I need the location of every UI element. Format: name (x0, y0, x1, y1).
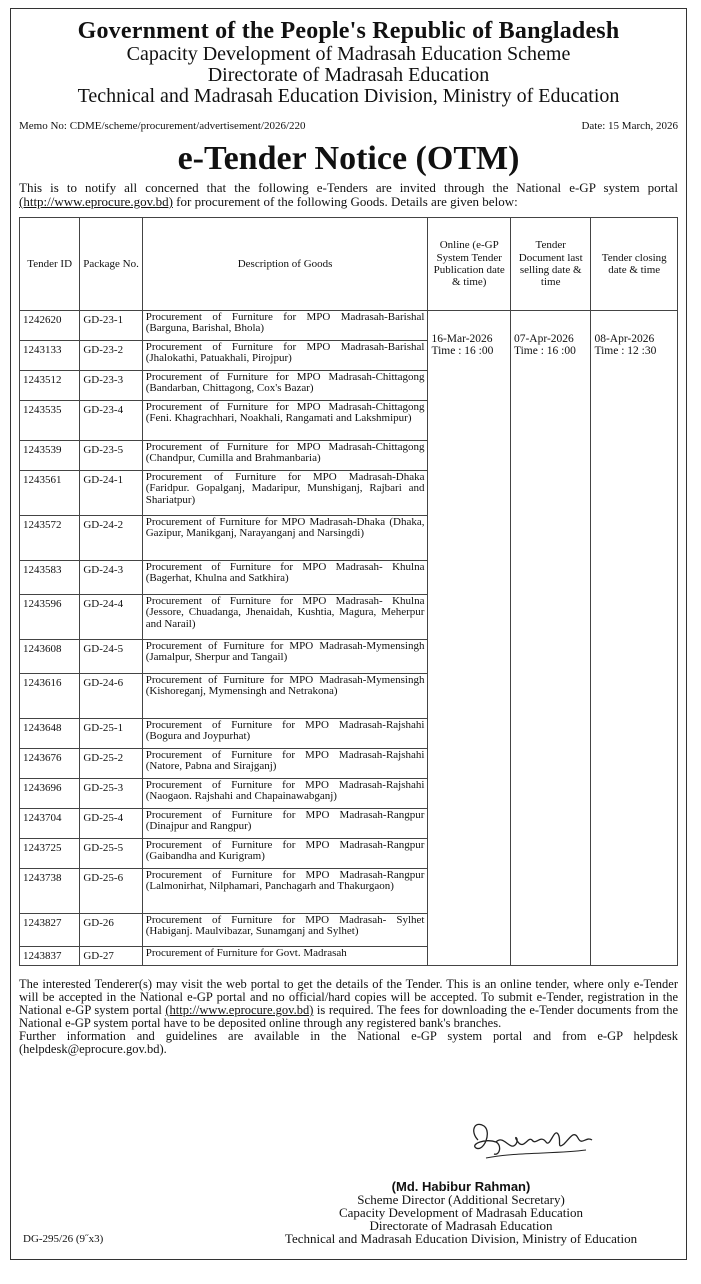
signatory-block (251, 1180, 671, 1245)
tender-id-cell: 1243561 (20, 470, 80, 515)
footer-text-2: is required. The fees for downloading the e-Tender documents from the National e-GP system portal have to be deposited online through any registered bank's branches. (19, 1002, 678, 1031)
package-cell: GD-24-4 (80, 594, 142, 639)
package-cell: GD-25-2 (80, 748, 142, 778)
package-cell: GD-23-4 (80, 400, 142, 440)
tender-id-cell: 1242620 (20, 310, 80, 340)
signatory-org-1: Capacity Development of Madrasah Education (338, 1205, 584, 1220)
intro-text-before: This is to notify all concerned that the following e-Tenders are invited through the National e-GP system portal (19, 180, 678, 196)
col-header-description: Description of Goods (142, 217, 428, 310)
package-cell: GD-25-4 (80, 808, 142, 838)
package-cell: GD-23-5 (80, 440, 142, 470)
package-cell: GD-27 (80, 946, 142, 965)
description-cell: Procurement of Furniture for MPO Madrasah-Mymensingh (Jamalpur, Sherpur and Tangail) (142, 639, 428, 673)
description-cell: Procurement of Furniture for MPO Madrasah-Dhaka (Dhaka, Gazipur, Manikganj, Narayanganj and Narsingdi) (142, 515, 428, 560)
header-line-3: Directorate of Madrasah Education (207, 64, 490, 86)
header-line-4: Technical and Madrasah Education Division, Ministry of Education (77, 85, 620, 107)
tender-id-cell: 1243539 (20, 440, 80, 470)
description-cell: Procurement of Furniture for MPO Madrasah-Barishal (Jhalokathi, Patuakhali, Pirojpur) (142, 340, 428, 370)
notice-page (10, 8, 687, 1260)
package-cell: GD-23-3 (80, 370, 142, 400)
description-cell: Procurement of Furniture for MPO Madrasah- Sylhet (Habiganj. Maulvibazar, Sunamganj and Sylhet) (142, 913, 428, 946)
tender-id-cell: 1243583 (20, 560, 80, 594)
description-cell: Procurement of Furniture for MPO Madrasah-Rajshahi (Naogaon. Rajshahi and Chapainawabganj) (142, 778, 428, 808)
package-cell: GD-25-1 (80, 718, 142, 748)
closing-date: 08-Apr-2026 (594, 332, 655, 345)
description-cell: Procurement of Furniture for MPO Madrasah-Rajshahi (Natore, Pabna and Sirajganj) (142, 748, 428, 778)
package-cell: GD-24-2 (80, 515, 142, 560)
tender-id-cell: 1243827 (20, 913, 80, 946)
header-line-2: Capacity Development of Madrasah Education Scheme (126, 43, 571, 65)
package-cell: GD-25-3 (80, 778, 142, 808)
signatory-name: (Md. Habibur Rahman) (391, 1179, 531, 1194)
publication-time: Time : 16 :00 (431, 345, 494, 358)
description-cell: Procurement of Furniture for MPO Madrasah-Rangpur (Dinajpur and Rangpur) (142, 808, 428, 838)
footer-text-1: The interested Tenderer(s) may visit the web portal to get the details of the Tender. This is an online tender, where only e-Tender will be accepted in the National e-GP portal and no official/hard copies will be accepted. To submit e-Tender, registration in the National e-GP system portal (19, 976, 678, 1017)
signatory-org-2: Directorate of Madrasah Education (369, 1218, 553, 1233)
memo-date: Date: 15 March, 2026 (581, 120, 678, 132)
col-header-selling: Tender Document last selling date & time (510, 217, 590, 310)
tender-id-cell: 1243676 (20, 748, 80, 778)
signature-image (466, 1112, 606, 1172)
description-cell: Procurement of Furniture for MPO Madrasah-Rajshahi (Bogura and Joypurhat) (142, 718, 428, 748)
tender-id-cell: 1243608 (20, 639, 80, 673)
description-cell: Procurement of Furniture for MPO Madrasah-Mymensingh (Kishoreganj, Mymensingh and Netrakona) (142, 673, 428, 718)
package-cell: GD-25-6 (80, 868, 142, 913)
description-cell: Procurement of Furniture for MPO Madrasah- Khulna (Bagerhat, Khulna and Satkhira) (142, 560, 428, 594)
tender-id-cell: 1243596 (20, 594, 80, 639)
table-row (20, 310, 678, 340)
closing-date-cell (591, 310, 678, 965)
description-cell: Procurement of Furniture for MPO Madrasah-Chittagong (Feni. Khagrachhari, Noakhali, Rangamati and Lakshmipur) (142, 400, 428, 440)
intro-paragraph (19, 181, 678, 208)
description-cell: Procurement of Furniture for MPO Madrasah-Chittagong (Bandarban, Chittagong, Cox's Bazar) (142, 370, 428, 400)
package-cell: GD-24-5 (80, 639, 142, 673)
footer-paragraph (19, 978, 678, 1057)
description-cell: Procurement of Furniture for MPO Madrasah-Dhaka (Faridpur. Gopalganj, Madaripur, Munshiganj, Rajbari and Shariatpur) (142, 470, 428, 515)
selling-date-cell (510, 310, 590, 965)
package-cell: GD-23-1 (80, 310, 142, 340)
description-cell: Procurement of Furniture for MPO Madrasah-Barishal (Barguna, Barishal, Bhola) (142, 310, 428, 340)
description-cell: Procurement of Furniture for MPO Madrasah-Rangpur (Gaibandha and Kurigram) (142, 838, 428, 868)
tender-id-cell: 1243512 (20, 370, 80, 400)
footer-text-3: Further information and guidelines are available in the National e-GP system portal and from e-GP helpdesk (helpdesk@eprocure.gov.bd). (19, 1029, 678, 1057)
col-header-closing: Tender closing date & time (591, 217, 678, 310)
tender-id-cell: 1243648 (20, 718, 80, 748)
col-header-tender-id: Tender ID (20, 217, 80, 310)
tender-id-cell: 1243696 (20, 778, 80, 808)
package-cell: GD-25-5 (80, 838, 142, 868)
description-cell: Procurement of Furniture for MPO Madrasah-Chittagong (Chandpur, Cumilla and Brahmanbaria) (142, 440, 428, 470)
description-cell: Procurement of Furniture for Govt. Madrasah (142, 946, 428, 965)
tender-id-cell: 1243837 (20, 946, 80, 965)
publication-date: 16-Mar-2026 (431, 332, 493, 345)
signatory-designation: Scheme Director (Additional Secretary) (357, 1192, 565, 1207)
tender-id-cell: 1243133 (20, 340, 80, 370)
description-cell: Procurement of Furniture for MPO Madrasah-Rangpur (Lalmonirhat, Nilphamari, Panchagarh and Thakurgaon) (142, 868, 428, 913)
tender-id-cell: 1243704 (20, 808, 80, 838)
tender-id-cell: 1243725 (20, 838, 80, 868)
tender-id-cell: 1243738 (20, 868, 80, 913)
intro-text-after: for procurement of the following Goods. Details are given below: (172, 194, 518, 210)
signatory-org-3: Technical and Madrasah Education Division, Ministry of Education (284, 1231, 638, 1246)
header-line-1: Government of the People's Republic of Bangladesh (77, 18, 620, 44)
selling-time: Time : 16 :00 (513, 345, 576, 358)
header (11, 19, 686, 106)
package-cell: GD-23-2 (80, 340, 142, 370)
table-body (20, 310, 678, 965)
publication-date-cell (428, 310, 511, 965)
package-cell: GD-24-1 (80, 470, 142, 515)
description-cell: Procurement of Furniture for MPO Madrasah- Khulna (Jessore, Chuadanga, Jhenaidah, Kushtia, Magura, Meherpur and Narail) (142, 594, 428, 639)
package-cell: GD-26 (80, 913, 142, 946)
tender-id-cell: 1243535 (20, 400, 80, 440)
package-cell: GD-24-6 (80, 673, 142, 718)
table-header-row (20, 217, 678, 310)
col-header-publication: Online (e-GP System Tender Publication date & time) (428, 217, 511, 310)
tender-id-cell: 1243616 (20, 673, 80, 718)
footer-portal-link[interactable]: (http://www.eprocure.gov.bd) (165, 1002, 314, 1017)
page-title: e-Tender Notice (OTM) (177, 140, 520, 177)
memo-number: Memo No: CDME/scheme/procurement/advertisement/2026/220 (19, 120, 306, 132)
selling-date: 07-Apr-2026 (513, 332, 574, 345)
closing-time: Time : 12 :30 (594, 345, 657, 358)
tender-table (19, 217, 678, 966)
col-header-package: Package No. (80, 217, 142, 310)
dg-code: DG-295/26 (9˝x3) (23, 1233, 104, 1245)
intro-portal-link[interactable]: (http://www.eprocure.gov.bd) (19, 194, 173, 210)
tender-id-cell: 1243572 (20, 515, 80, 560)
memo-row (19, 120, 678, 132)
package-cell: GD-24-3 (80, 560, 142, 594)
